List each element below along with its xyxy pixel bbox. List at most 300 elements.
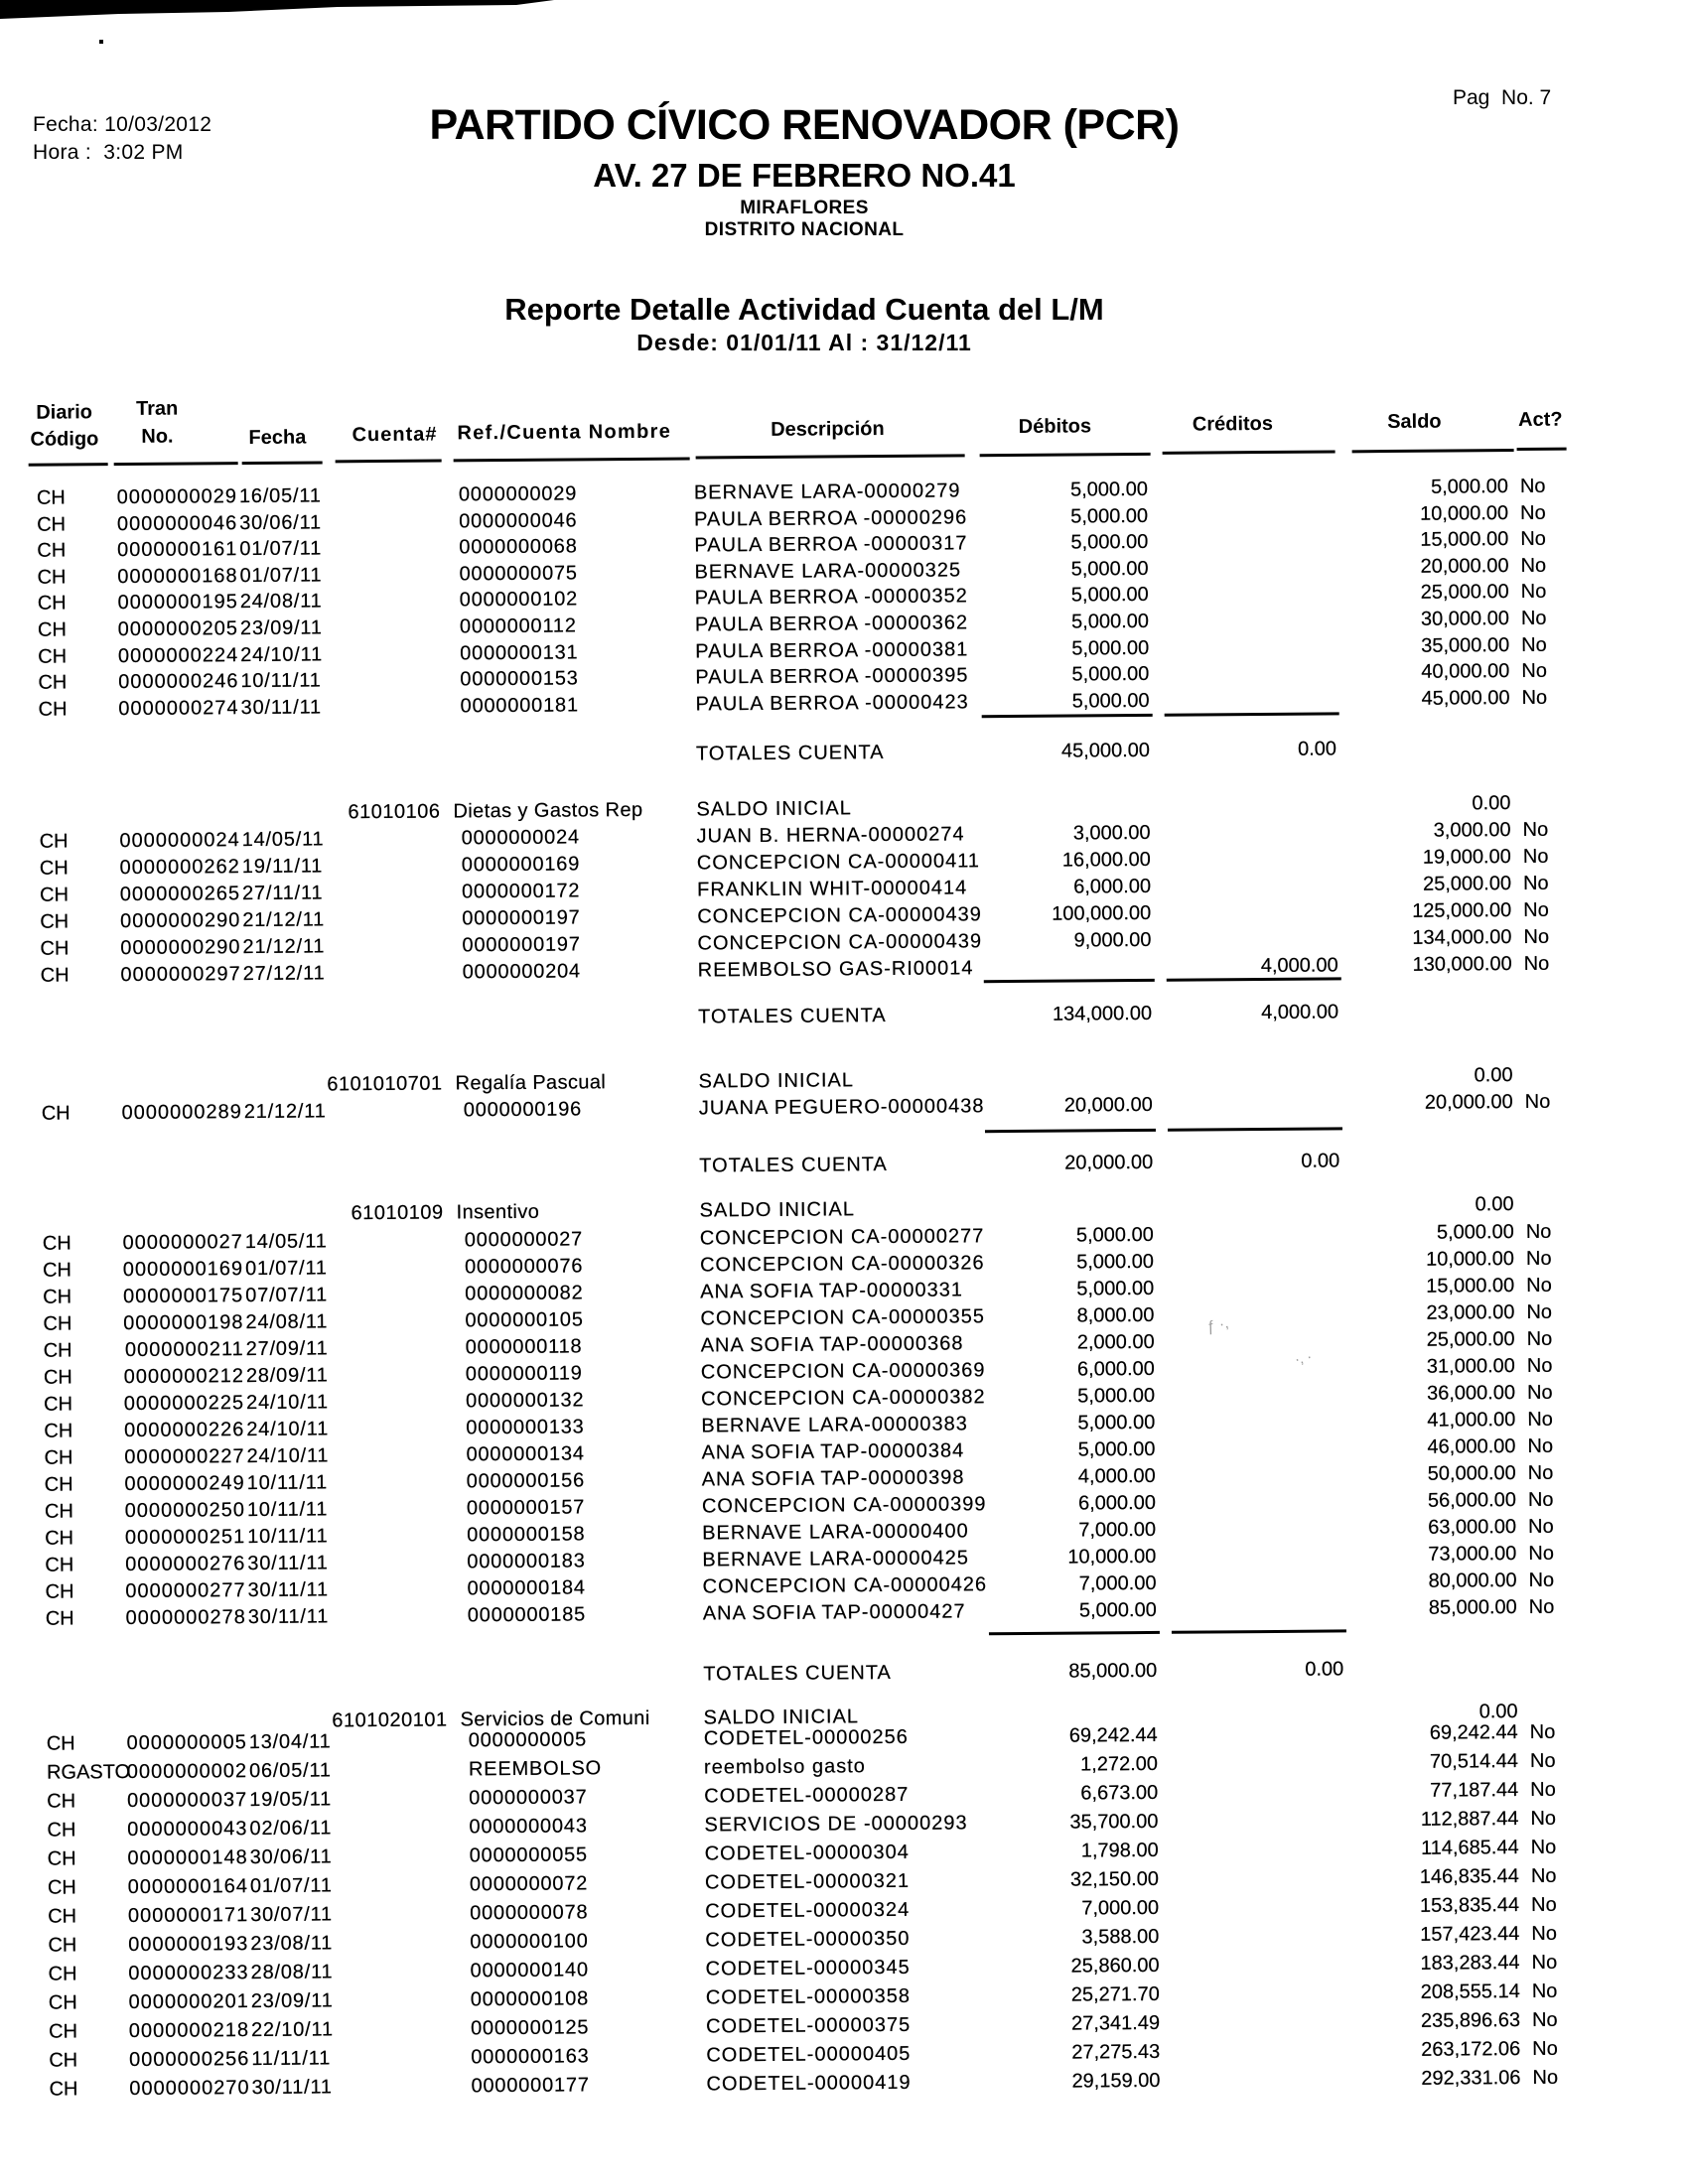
totals-debitos: 134,000.00 <box>1052 1002 1153 1025</box>
cell-ref: 0000000078 <box>470 1901 589 1925</box>
cell-tran-no: 0000000043 <box>127 1818 248 1842</box>
cell-fecha: 24/10/11 <box>246 1391 329 1415</box>
cell-tran-no: 0000000211 <box>124 1338 244 1362</box>
totals-row <box>13 1655 1688 1692</box>
totals-rule <box>984 979 1155 983</box>
cell-fecha: 30/06/11 <box>239 511 323 534</box>
cell-ref: 0000000075 <box>459 562 578 586</box>
cell-tran-no: 0000000198 <box>123 1311 244 1335</box>
cell-saldo: 40,000.00 <box>1421 660 1510 683</box>
cell-tran-no: 0000000297 <box>120 963 241 987</box>
header-rule <box>1352 449 1514 453</box>
cell-saldo: 69,242.44 <box>1429 1721 1518 1744</box>
cell-debito: 7,000.00 <box>1078 1518 1157 1542</box>
cell-descripcion: CONCEPCION CA-00000439 <box>697 903 982 928</box>
cell-debito: 5,000.00 <box>1077 1411 1156 1434</box>
cell-tran-no: 0000000233 <box>128 1962 249 1985</box>
cell-saldo: 25,000.00 <box>1420 581 1509 605</box>
cell-debito: 5,000.00 <box>1070 584 1149 607</box>
cell-ref: 0000000140 <box>470 1959 589 1982</box>
cell-descripcion: CONCEPCION CA-00000277 <box>699 1225 985 1250</box>
page-number: Pag No. 7 <box>1453 86 1552 109</box>
cell-descripcion: CONCEPCION CA-00000355 <box>700 1305 986 1330</box>
cell-debito: 69,242.44 <box>1068 1723 1158 1747</box>
cell-saldo: 208,555.14 <box>1420 1980 1520 2003</box>
cell-debito: 1,798.00 <box>1080 1839 1159 1862</box>
cell-ref: 0000000163 <box>471 2045 590 2069</box>
cell-act: No <box>1530 1807 1557 1830</box>
cell-ref: 0000000158 <box>467 1523 586 1547</box>
cell-debito: 10,000.00 <box>1067 1545 1157 1569</box>
totals-rule <box>1167 977 1341 981</box>
cell-ref: 0000000043 <box>469 1815 588 1839</box>
cell-tran-no: 0000000161 <box>117 538 238 562</box>
cell-tran-no: 0000000277 <box>125 1579 246 1603</box>
cell-act: No <box>1521 633 1547 656</box>
cell-diario-codigo: CH <box>38 698 68 721</box>
cell-saldo: 41,000.00 <box>1427 1409 1516 1432</box>
cell-descripcion: PAULA BERROA -00000317 <box>694 532 968 557</box>
cell-act: No <box>1523 952 1550 975</box>
cell-ref: 0000000177 <box>471 2074 590 2098</box>
cell-descripcion: ANA SOFIA TAP-00000368 <box>700 1332 964 1357</box>
cell-tran-no: 0000000171 <box>127 1904 249 1928</box>
cell-act: No <box>1528 1542 1555 1565</box>
cell-diario-codigo: CH <box>45 1580 74 1603</box>
cell-tran-no: 0000000205 <box>117 617 239 641</box>
cell-debito: 20,000.00 <box>1063 1093 1153 1117</box>
cell-ref: 0000000196 <box>463 1098 583 1122</box>
cell-fecha: 24/08/11 <box>245 1310 329 1334</box>
cell-debito: 27,275.43 <box>1071 2040 1161 2064</box>
cell-act: No <box>1525 1220 1552 1243</box>
cell-fecha: 01/07/11 <box>239 537 323 561</box>
cell-descripcion: BERNAVE LARA-00000425 <box>702 1547 970 1571</box>
cell-diario-codigo: CH <box>49 2078 78 2101</box>
cell-tran-no: 0000000218 <box>128 2019 250 2043</box>
cell-diario-codigo: CH <box>48 1934 77 1957</box>
cell-saldo: 125,000.00 <box>1412 899 1512 922</box>
col-header-diario-line2: Código <box>30 428 99 451</box>
cell-diario-codigo: CH <box>44 1393 73 1416</box>
cell-debito: 5,000.00 <box>1077 1437 1156 1461</box>
cell-fecha: 24/10/11 <box>246 1418 330 1441</box>
cell-diario-codigo: CH <box>48 2020 78 2043</box>
cell-ref: 0000000024 <box>461 826 580 850</box>
cell-debito: 2,000.00 <box>1076 1330 1155 1354</box>
cell-act: No <box>1522 872 1549 894</box>
cell-fecha: 22/10/11 <box>250 2018 334 2042</box>
cell-tran-no: 0000000226 <box>124 1419 245 1442</box>
cell-saldo: 10,000.00 <box>1425 1248 1515 1271</box>
cell-act: No <box>1531 1922 1558 1945</box>
cell-saldo: 31,000.00 <box>1426 1355 1515 1378</box>
saldo-inicial-value: 0.00 <box>1472 792 1511 815</box>
cell-saldo: 63,000.00 <box>1428 1516 1517 1539</box>
cell-ref: 0000000005 <box>468 1728 588 1752</box>
cell-descripcion: CODETEL-00000256 <box>703 1725 909 1750</box>
cell-act: No <box>1527 1461 1554 1484</box>
cell-descripcion: CONCEPCION CA-00000411 <box>696 850 981 875</box>
cell-tran-no: 0000000246 <box>118 670 239 694</box>
cell-saldo: 112,887.44 <box>1420 1808 1519 1831</box>
cell-debito: 5,000.00 <box>1076 1250 1155 1274</box>
cell-debito: 29,159.00 <box>1071 2069 1161 2093</box>
cell-ref: 0000000105 <box>465 1308 584 1332</box>
cell-debito: 1,272.00 <box>1080 1752 1159 1776</box>
cell-fecha: 19/11/11 <box>241 855 324 879</box>
cell-descripcion: CODETEL-00000358 <box>705 1984 912 2009</box>
cell-descripcion: CODETEL-00000405 <box>706 2042 912 2067</box>
cell-debito: 27,341.49 <box>1070 2011 1161 2035</box>
cell-fecha: 14/05/11 <box>241 828 325 852</box>
cell-tran-no: 0000000046 <box>116 511 238 535</box>
cell-saldo: 15,000.00 <box>1426 1275 1515 1297</box>
cell-saldo: 80,000.00 <box>1428 1570 1517 1592</box>
cell-tran-no: 0000000195 <box>117 591 238 614</box>
cell-descripcion: JUAN B. HERNA-00000274 <box>696 823 965 848</box>
cell-ref: 0000000131 <box>460 641 579 664</box>
cell-tran-no: 0000000224 <box>117 643 239 667</box>
cell-descripcion: CODETEL-00000287 <box>704 1783 910 1808</box>
account-number: 6101010701 <box>327 1072 443 1096</box>
cell-fecha: 30/11/11 <box>240 696 322 719</box>
cell-debito: 5,000.00 <box>1075 1223 1154 1247</box>
cell-ref: 0000000134 <box>466 1442 585 1466</box>
cell-diario-codigo: CH <box>37 618 67 641</box>
totals-rule <box>1172 1629 1346 1633</box>
cell-act: No <box>1520 581 1547 604</box>
cell-saldo: 3,000.00 <box>1433 819 1511 842</box>
cell-ref: 0000000132 <box>466 1389 585 1413</box>
cell-ref: 0000000119 <box>465 1362 583 1386</box>
cell-diario-codigo: RGASTO <box>46 1761 131 1784</box>
cell-saldo: 5,000.00 <box>1436 1221 1514 1244</box>
cell-ref: 0000000133 <box>466 1416 585 1439</box>
cell-descripcion: REEMBOLSO GAS-RI00014 <box>697 957 974 982</box>
cell-ref: 0000000153 <box>460 667 579 691</box>
cell-debito: 5,000.00 <box>1070 557 1149 581</box>
cell-saldo: 292,331.06 <box>1421 2067 1521 2090</box>
header-rule <box>1517 448 1567 451</box>
account-name: Dietas y Gastos Rep <box>453 798 643 823</box>
cell-fecha: 21/12/11 <box>243 1100 327 1124</box>
cell-diario-codigo: CH <box>42 1232 71 1255</box>
header-rule <box>980 453 1151 457</box>
cell-tran-no: 0000000168 <box>117 564 238 588</box>
cell-debito: 4,000.00 <box>1077 1464 1156 1488</box>
cell-tran-no: 0000000002 <box>126 1760 248 1784</box>
cell-descripcion: FRANKLIN WHIT-00000414 <box>696 877 968 901</box>
cell-ref: 0000000112 <box>459 614 577 638</box>
cell-descripcion: CONCEPCION CA-00000426 <box>702 1573 988 1598</box>
col-header-debitos: Débitos <box>1018 415 1092 438</box>
cell-diario-codigo: CH <box>48 1905 77 1928</box>
totals-debitos: 85,000.00 <box>1068 1659 1158 1683</box>
totals-rule <box>989 1631 1160 1635</box>
cell-descripcion: PAULA BERROA -00000395 <box>695 664 969 689</box>
cell-descripcion: SERVICIOS DE -00000293 <box>704 1812 968 1837</box>
cell-descripcion: JUANA PEGUERO-00000438 <box>698 1095 985 1120</box>
cell-debito: 6,673.00 <box>1080 1781 1159 1805</box>
address-line-2: MIRAFLORES <box>740 198 869 218</box>
print-time: Hora : 3:02 PM <box>33 141 184 164</box>
report-title: Reporte Detalle Actividad Cuenta del L/M <box>504 292 1104 327</box>
cell-tran-no: 0000000169 <box>122 1258 244 1282</box>
col-header-descripcion: Descripción <box>771 418 885 441</box>
cell-descripcion: CONCEPCION CA-00000382 <box>701 1386 986 1411</box>
col-header-tran-line2: No. <box>141 425 174 448</box>
cell-debito: 5,000.00 <box>1077 1384 1156 1408</box>
cell-act: No <box>1522 845 1549 868</box>
saldo-inicial-label: SALDO INICIAL <box>696 797 852 821</box>
cell-tran-no: 0000000270 <box>129 2077 250 2101</box>
cell-fecha: 30/07/11 <box>250 1903 334 1927</box>
cell-diario-codigo: CH <box>42 1259 72 1282</box>
cell-descripcion: CODETEL-00000321 <box>704 1869 911 1894</box>
totals-creditos: 0.00 <box>1297 738 1337 760</box>
cell-fecha: 23/08/11 <box>250 1932 334 1956</box>
cell-saldo: 85,000.00 <box>1428 1596 1517 1619</box>
header-rule <box>1163 450 1336 454</box>
cell-saldo: 25,000.00 <box>1426 1328 1515 1351</box>
saldo-inicial-label: SALDO INICIAL <box>703 1706 860 1729</box>
cell-ref: 0000000102 <box>459 588 579 612</box>
col-header-ref-cuenta-nombre: Ref./Cuenta Nombre <box>457 420 672 445</box>
cell-act: No <box>1526 1300 1553 1323</box>
cell-act: No <box>1524 1090 1551 1113</box>
cell-descripcion: CODETEL-00000350 <box>705 1927 911 1952</box>
cell-tran-no: 0000000029 <box>116 485 238 509</box>
cell-saldo: 77,187.44 <box>1430 1779 1519 1802</box>
cell-debito: 16,000.00 <box>1061 848 1151 872</box>
cell-ref: 0000000184 <box>467 1576 586 1600</box>
cell-diario-codigo: CH <box>41 1102 70 1125</box>
header-rule <box>29 463 108 467</box>
cell-diario-codigo: CH <box>44 1446 73 1469</box>
cell-debito: 35,700.00 <box>1069 1810 1159 1834</box>
cell-act: No <box>1528 1595 1555 1618</box>
cell-saldo: 20,000.00 <box>1424 1091 1513 1114</box>
cell-ref: 0000000125 <box>470 2016 590 2040</box>
account-name: Regalía Pascual <box>455 1071 607 1095</box>
cell-diario-codigo: CH <box>37 539 67 562</box>
cell-descripcion: PAULA BERROA -00000423 <box>695 691 969 716</box>
pencil-mark-artifact: ·‚ · <box>1293 1348 1314 1369</box>
totals-label: TOTALES CUENTA <box>699 1154 888 1177</box>
col-header-creditos: Créditos <box>1192 412 1274 436</box>
cell-descripcion: ANA SOFIA TAP-00000384 <box>701 1439 965 1464</box>
cell-fecha: 28/09/11 <box>245 1364 329 1388</box>
cell-act: No <box>1530 1836 1557 1858</box>
cell-descripcion: BERNAVE LARA-00000400 <box>702 1520 969 1545</box>
cell-saldo: 20,000.00 <box>1420 554 1509 578</box>
cell-saldo: 134,000.00 <box>1412 926 1512 949</box>
cell-diario-codigo: CH <box>45 1554 74 1576</box>
cell-saldo: 35,000.00 <box>1421 633 1510 657</box>
cell-tran-no: 0000000193 <box>128 1933 249 1957</box>
totals-debitos: 45,000.00 <box>1060 739 1151 762</box>
cell-tran-no: 0000000256 <box>128 2048 250 2072</box>
cell-act: No <box>1526 1327 1553 1350</box>
cell-diario-codigo: CH <box>40 937 70 960</box>
cell-act: No <box>1520 554 1547 577</box>
totals-rule <box>1165 712 1339 716</box>
cell-saldo: 50,000.00 <box>1427 1462 1516 1485</box>
cell-tran-no: 0000000164 <box>127 1875 249 1899</box>
totals-row <box>6 735 1688 771</box>
cell-fecha: 30/11/11 <box>251 2076 333 2100</box>
cell-debito: 5,000.00 <box>1071 636 1150 660</box>
cell-ref: 0000000197 <box>462 906 581 930</box>
cell-fecha: 16/05/11 <box>238 484 322 508</box>
cell-ref: 0000000118 <box>465 1335 583 1359</box>
cell-diario-codigo: CH <box>43 1366 72 1389</box>
cell-act: No <box>1528 1515 1554 1538</box>
cell-ref: 0000000183 <box>467 1550 586 1573</box>
cell-tran-no: 0000000289 <box>121 1101 242 1125</box>
cell-act: No <box>1519 475 1546 497</box>
totals-creditos: 0.00 <box>1301 1150 1340 1172</box>
cell-descripcion: ANA SOFIA TAP-00000427 <box>702 1600 966 1625</box>
cell-fecha: 27/11/11 <box>241 882 324 905</box>
cell-ref: 0000000156 <box>466 1469 586 1493</box>
totals-row <box>9 1147 1688 1183</box>
cell-debito: 5,000.00 <box>1078 1598 1157 1622</box>
cell-diario-codigo: CH <box>44 1500 73 1523</box>
cell-fecha: 10/11/11 <box>246 1471 329 1495</box>
cell-tran-no: 0000000278 <box>125 1606 246 1630</box>
cell-act: No <box>1527 1408 1553 1431</box>
cell-debito: 5,000.00 <box>1071 610 1150 633</box>
cell-descripcion: ANA SOFIA TAP-00000398 <box>701 1466 965 1491</box>
cell-tran-no: 0000000262 <box>119 856 240 880</box>
cell-act: No <box>1531 1893 1557 1916</box>
cell-fecha: 01/07/11 <box>244 1257 328 1281</box>
cell-diario-codigo: CH <box>45 1607 74 1630</box>
cell-descripcion: CODETEL-00000345 <box>705 1956 911 1980</box>
cell-descripcion: CODETEL-00000375 <box>705 2013 912 2038</box>
cell-fecha: 30/06/11 <box>249 1845 333 1869</box>
cell-fecha: 23/09/11 <box>250 1989 334 2013</box>
cell-saldo: 157,423.44 <box>1420 1923 1520 1946</box>
totals-rule <box>985 1129 1156 1133</box>
totals-label: TOTALES CUENTA <box>695 742 885 765</box>
account-number: 61010109 <box>351 1201 444 1225</box>
cell-fecha: 24/08/11 <box>239 590 323 614</box>
cell-descripcion: ANA SOFIA TAP-00000331 <box>700 1279 964 1303</box>
cell-debito: 5,000.00 <box>1070 504 1149 528</box>
cell-saldo: 25,000.00 <box>1422 873 1512 895</box>
totals-row <box>8 998 1688 1034</box>
cell-fecha: 30/11/11 <box>247 1552 329 1575</box>
cell-diario-codigo: CH <box>43 1339 72 1362</box>
cell-descripcion: PAULA BERROA -00000296 <box>694 505 968 531</box>
cell-ref: 0000000197 <box>462 933 581 957</box>
cell-act: No <box>1531 2008 1558 2031</box>
cell-diario-codigo: CH <box>38 671 68 694</box>
cell-tran-no: 0000000290 <box>120 936 241 960</box>
cell-fecha: 24/10/11 <box>240 643 324 666</box>
cell-diario-codigo: CH <box>49 2049 78 2072</box>
cell-debito: 25,860.00 <box>1070 1954 1160 1978</box>
cell-tran-no: 0000000227 <box>124 1445 245 1469</box>
cell-saldo: 5,000.00 <box>1430 476 1508 498</box>
cell-descripcion: CODETEL-00000324 <box>705 1898 911 1923</box>
cell-fecha: 14/05/11 <box>244 1230 328 1254</box>
cell-saldo: 146,835.44 <box>1419 1865 1519 1888</box>
cell-debito: 25,271.70 <box>1070 1982 1160 2006</box>
saldo-inicial-label: SALDO INICIAL <box>698 1069 855 1093</box>
cell-act: No <box>1520 527 1546 551</box>
cell-ref: 0000000108 <box>470 1987 590 2011</box>
cell-act: No <box>1532 2037 1558 2060</box>
cell-fecha: 27/09/11 <box>245 1337 329 1361</box>
cell-descripcion: CODETEL-00000419 <box>706 2071 912 2096</box>
account-name: Insentivo <box>456 1200 540 1224</box>
account-number: 6101020101 <box>332 1708 448 1732</box>
header-rule <box>454 458 690 463</box>
cell-act: No <box>1527 1488 1554 1511</box>
cell-ref: 0000000204 <box>462 960 582 984</box>
cell-ref: 0000000157 <box>466 1496 586 1520</box>
cell-descripcion: BERNAVE LARA-00000325 <box>694 559 962 584</box>
cell-saldo: 45,000.00 <box>1421 686 1510 710</box>
cell-fecha: 01/07/11 <box>249 1874 333 1898</box>
cell-descripcion: CONCEPCION CA-00000399 <box>701 1493 987 1518</box>
totals-creditos: 4,000.00 <box>1261 1001 1339 1024</box>
cell-diario-codigo: CH <box>37 566 67 589</box>
cell-tran-no: 0000000276 <box>125 1553 246 1576</box>
cell-saldo: 19,000.00 <box>1422 846 1511 869</box>
cell-act: No <box>1531 1979 1558 2002</box>
cell-fecha: 06/05/11 <box>248 1759 332 1783</box>
cell-act: No <box>1531 1951 1558 1974</box>
totals-label: TOTALES CUENTA <box>703 1662 892 1686</box>
col-header-saldo: Saldo <box>1387 410 1442 434</box>
cell-descripcion: reembolso gasto <box>703 1755 866 1779</box>
cell-saldo: 36,000.00 <box>1426 1382 1516 1405</box>
cell-ref: 0000000046 <box>459 509 578 532</box>
cell-fecha: 21/12/11 <box>242 908 326 932</box>
cell-ref: 0000000068 <box>459 535 578 559</box>
cell-fecha: 07/07/11 <box>245 1284 329 1307</box>
col-header-fecha: Fecha <box>248 426 307 450</box>
cell-tran-no: 0000000274 <box>118 696 239 720</box>
cell-debito: 5,000.00 <box>1071 689 1150 713</box>
cell-act: No <box>1521 659 1548 683</box>
cell-descripcion: PAULA BERROA -00000381 <box>695 637 969 663</box>
cell-act: No <box>1525 1247 1552 1270</box>
cell-act: No <box>1521 686 1548 709</box>
cell-diario-codigo: CH <box>47 1876 76 1899</box>
header-rule <box>242 461 323 465</box>
cell-fecha: 10/11/11 <box>240 669 322 693</box>
col-header-cuenta: Cuenta# <box>352 423 438 447</box>
cell-saldo: 10,000.00 <box>1420 501 1509 525</box>
totals-label: TOTALES CUENTA <box>697 1005 887 1028</box>
pencil-mark-artifact: ƒ ·, <box>1204 1314 1230 1336</box>
cell-act: No <box>1532 2066 1559 2089</box>
cell-ref: 0000000100 <box>470 1930 589 1954</box>
account-number: 61010106 <box>348 800 441 824</box>
cell-saldo: 30,000.00 <box>1420 608 1510 630</box>
cell-fecha: 24/10/11 <box>246 1444 330 1468</box>
cell-saldo: 73,000.00 <box>1428 1543 1517 1566</box>
cell-diario-codigo: CH <box>40 964 70 987</box>
cell-diario-codigo: CH <box>45 1527 74 1550</box>
cell-tran-no: 0000000250 <box>124 1499 246 1523</box>
